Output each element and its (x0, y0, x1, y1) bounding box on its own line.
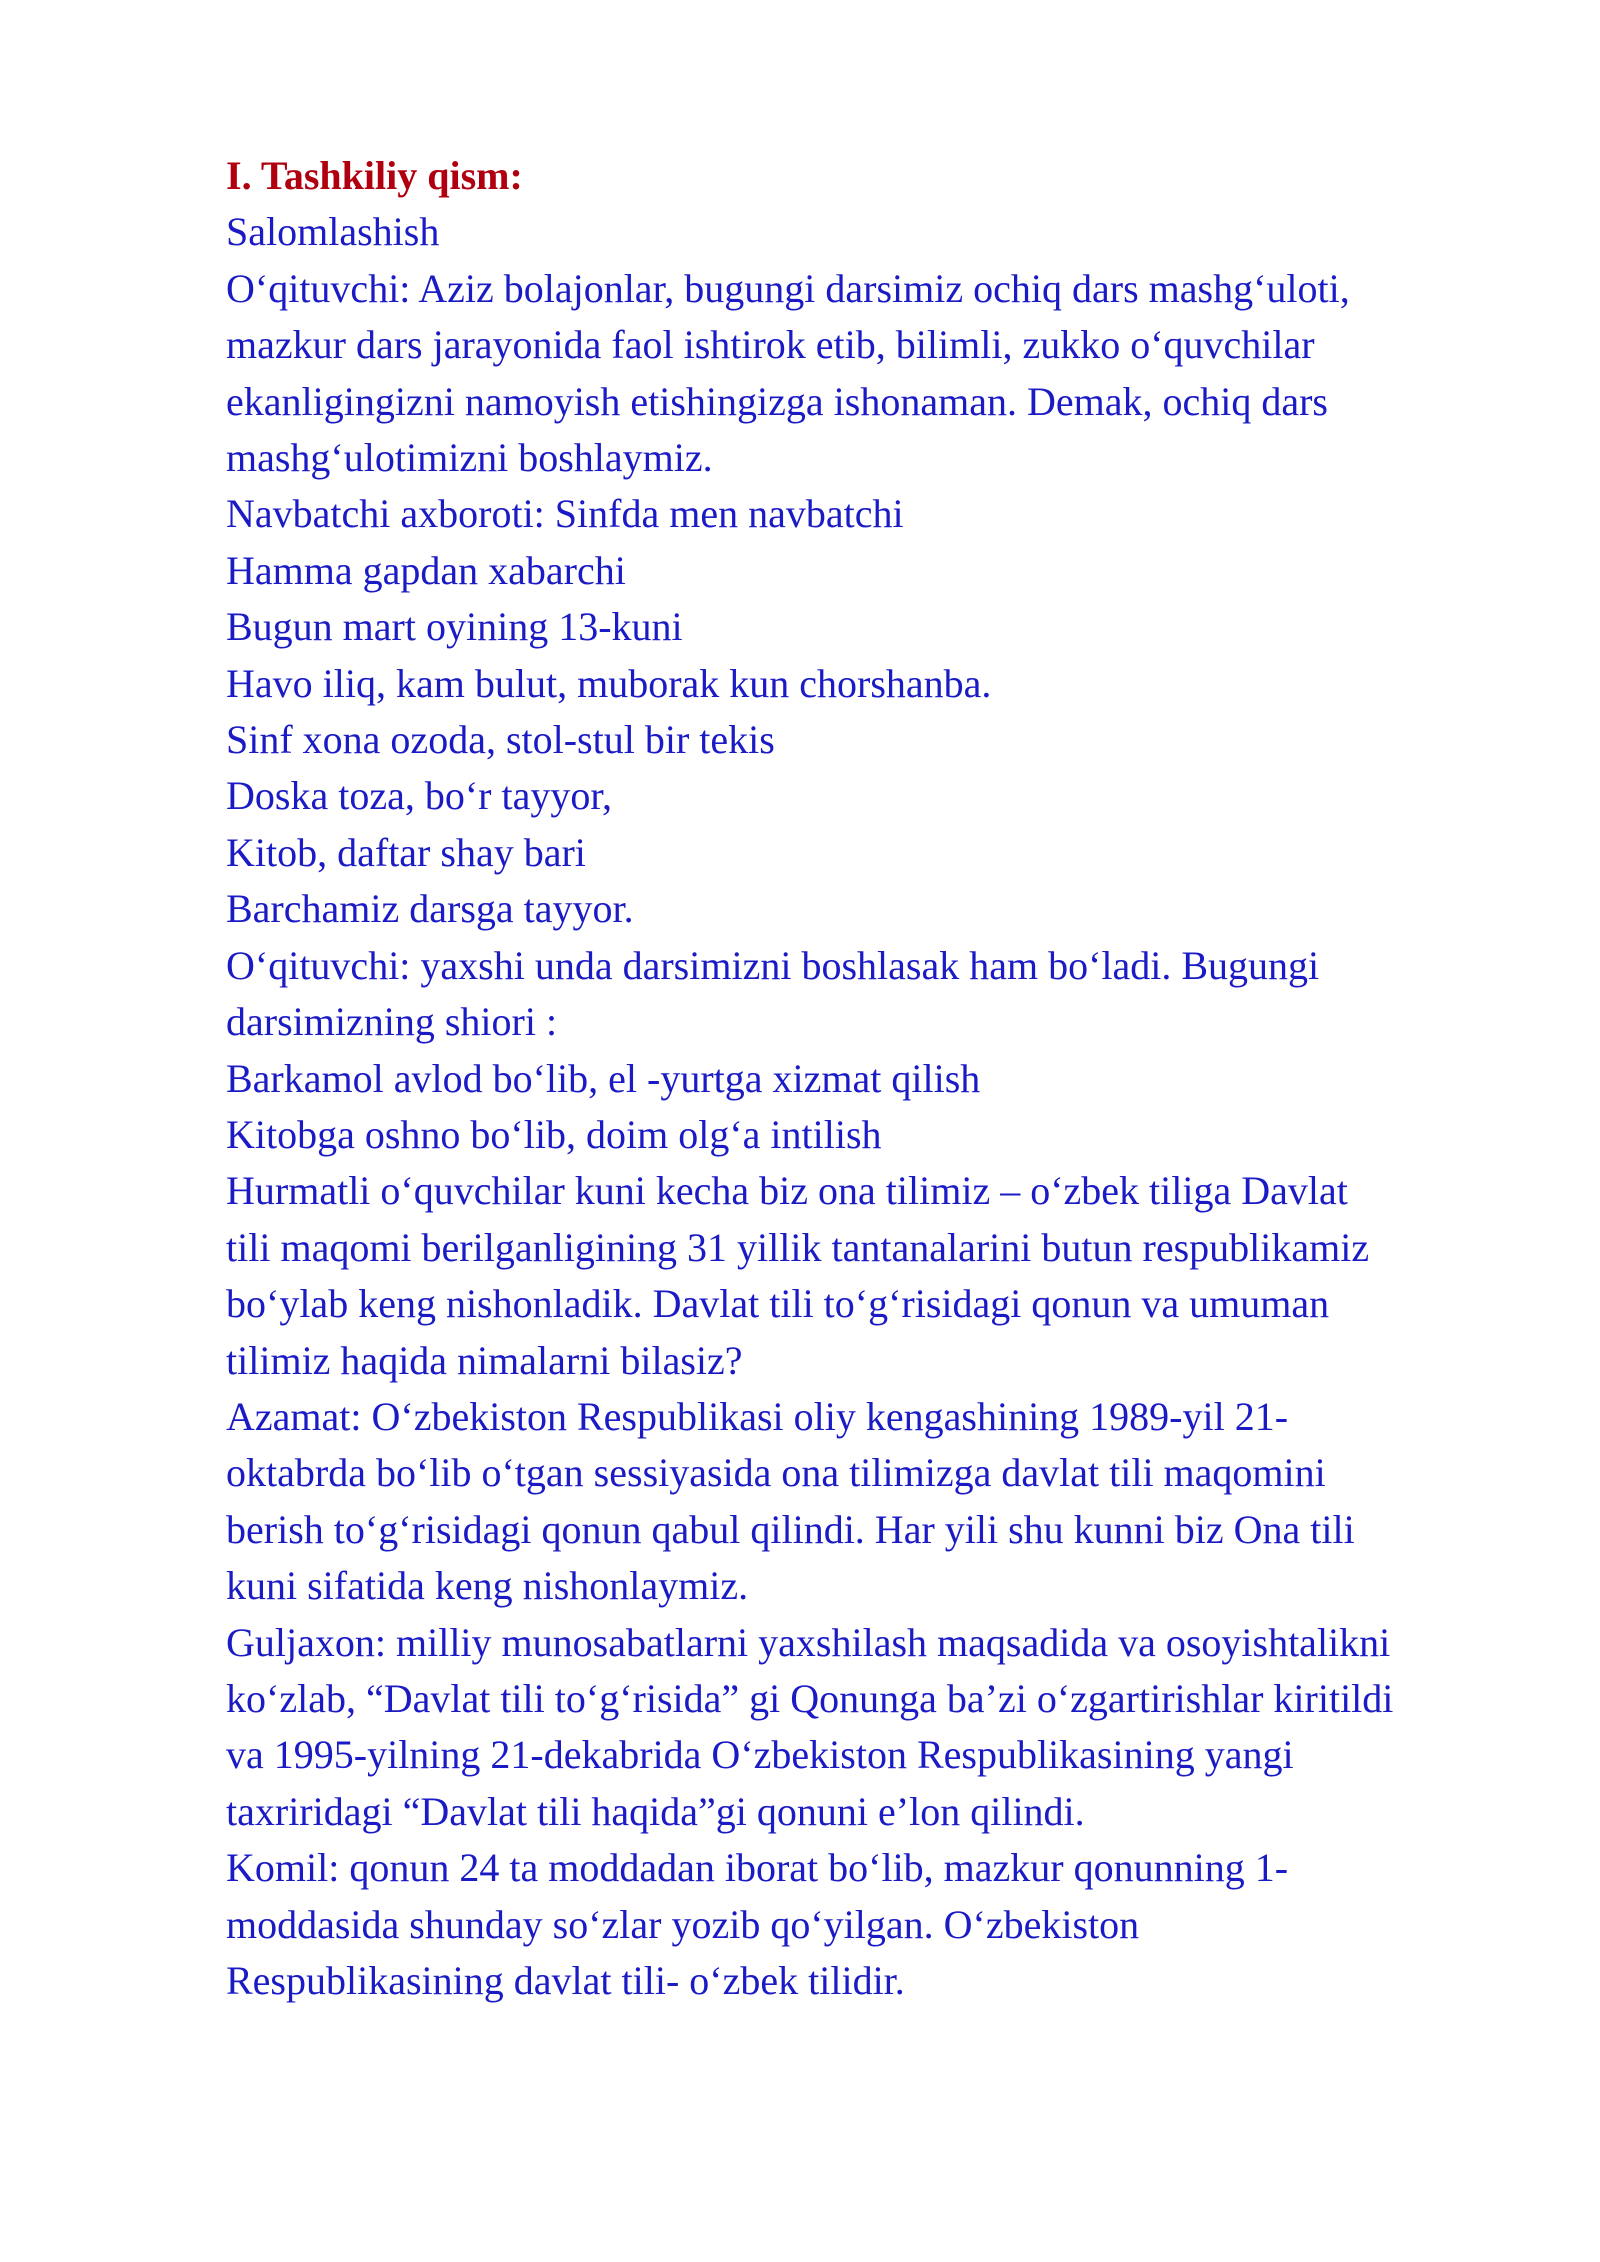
text-line: Bugun mart oyining 13-kuni (226, 604, 683, 650)
text-line: tili maqomi berilganligining 31 yillik tantanalarini butun respublikamiz (226, 1224, 1370, 1270)
text-line: ekanligingizni namoyish etishingizga ishonaman. Demak, ochiq dars (226, 378, 1328, 424)
text-line: Azamat: O‘zbekiston Respublikasi oliy kengashining 1989-yil 21- (226, 1393, 1289, 1439)
text-line: Salomlashish (226, 209, 440, 255)
text-line: bo‘ylab keng nishonladik. Davlat tili to‘g‘risidagi qonun va umuman (226, 1281, 1330, 1327)
text-line: berish to‘g‘risidagi qonun qabul qilindi. Har yili shu kunni biz Ona tili (226, 1506, 1355, 1552)
text-line: Navbatchi axboroti: Sinfda men navbatchi (226, 491, 904, 537)
text-line: oktabrda bo‘lib o‘tgan sessiyasida ona tilimizga davlat tili maqomini (226, 1450, 1326, 1496)
text-line: O‘qituvchi: yaxshi unda darsimizni boshlasak ham bo‘ladi. Bugungi (226, 942, 1320, 988)
text-line: Guljaxon: milliy munosabatlarni yaxshilash maqsadida va osoyishtalikni (226, 1619, 1391, 1665)
text-line: Barchamiz darsga tayyor. (226, 886, 634, 932)
text-line: Barkamol avlod bo‘lib, el -yurtga xizmat qilish (226, 1055, 981, 1101)
text-line: Komil: qonun 24 ta moddadan iborat bo‘lib, mazkur qonunning 1- (226, 1845, 1289, 1891)
section-heading: I. Tashkiliy qism: (226, 153, 523, 198)
text-line: Hurmatli o‘quvchilar kuni kecha biz ona tilimiz – o‘zbek tiliga Davlat (226, 1168, 1348, 1214)
document-body (226, 204, 1526, 2009)
text-line: kuni sifatida keng nishonlaymiz. (226, 1563, 749, 1609)
text-line: mazkur dars jarayonida faol ishtirok etib, bilimli, zukko o‘quvchilar (226, 322, 1315, 368)
text-line: Respublikasining davlat tili- o‘zbek tilidir. (226, 1958, 905, 2003)
text-line: tilimiz haqida nimalarni bilasiz? (226, 1337, 743, 1383)
text-line: darsimizning shiori : (226, 999, 558, 1045)
text-line: taxriridagi “Davlat tili haqida”gi qonuni e’lon qilindi. (226, 1788, 1085, 1834)
text-line: Sinf xona ozoda, stol-stul bir tekis (226, 717, 775, 763)
text-line: va 1995-yilning 21-dekabrida O‘zbekiston Respublikasining yangi (226, 1732, 1294, 1778)
text-line: Havo iliq, kam bulut, muborak kun chorshanba. (226, 660, 992, 706)
text-line: mashg‘ulotimizni boshlaymiz. (226, 435, 713, 481)
text-line: Kitobga oshno bo‘lib, doim olg‘a intilish (226, 1111, 882, 1157)
text-line: ko‘zlab, “Davlat tili to‘g‘risida” gi Qonunga ba’zi o‘zgartirishlar kiritildi (226, 1675, 1394, 1721)
document-page (226, 148, 1526, 2009)
text-line: Doska toza, bo‘r tayyor, (226, 773, 613, 819)
text-line: Kitob, daftar shay bari (226, 829, 586, 875)
text-line: Hamma gapdan xabarchi (226, 547, 626, 593)
text-line: O‘qituvchi: Aziz bolajonlar, bugungi darsimiz ochiq dars mashg‘uloti, (226, 265, 1350, 311)
text-line: moddasida shunday so‘zlar yozib qo‘yilgan. O‘zbekiston (226, 1901, 1140, 1947)
